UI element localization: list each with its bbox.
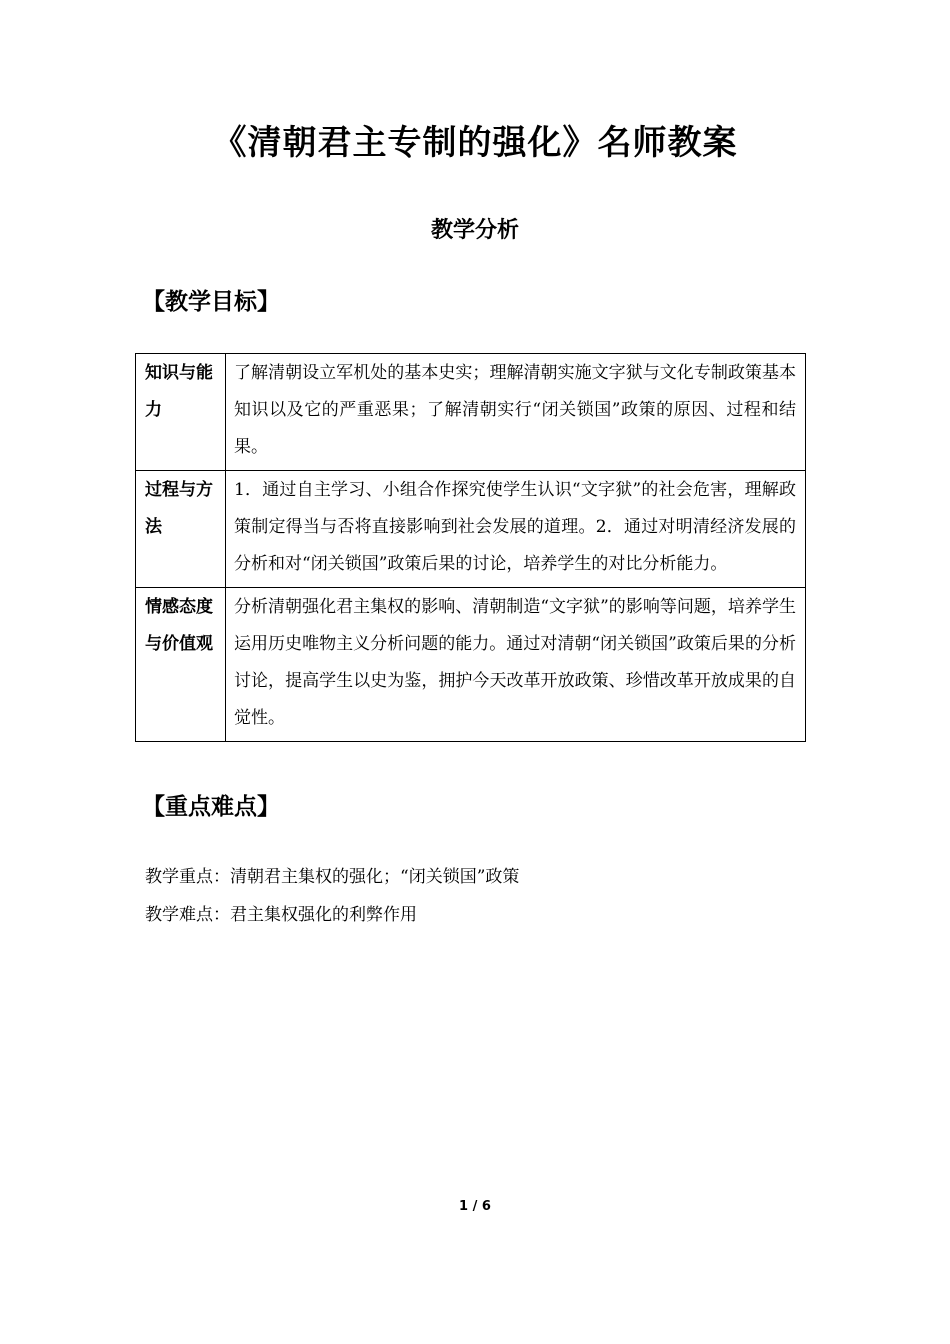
table-row (136, 471, 806, 588)
objectives-table (135, 353, 806, 742)
table-row (136, 588, 806, 742)
row-content-knowledge: 了解清朝设立军机处的基本史实；理解清朝实施文字狱与文化专制政策基本知识以及它的严重恶果；了解清朝实行“闭关锁国”政策的原因、过程和结果。 (226, 354, 806, 471)
page-number: 1 / 6 (459, 1199, 491, 1214)
teaching-focus: 教学重点：清朝君主集权的强化；“闭关锁国”政策 (145, 867, 520, 887)
row-content-process: 1．通过自主学习、小组合作探究使学生认识“文字狱”的社会危害，理解政策制定得当与否将直接影响到社会发展的道理。2．通过对明清经济发展的分析和对“闭关锁国”政策后果的讨论，培养学生的对比分析能力。 (226, 471, 806, 588)
row-label-knowledge: 知识与能力 (136, 354, 226, 471)
row-content-values: 分析清朝强化君主集权的影响、清朝制造“文字狱”的影响等问题，培养学生运用历史唯物主义分析问题的能力。通过对清朝“闭关锁国”政策后果的分析讨论，提高学生以史为鉴，拥护今天改革开放政策、珍惜改革开放成果的自觉性。 (226, 588, 806, 742)
document-subtitle: 教学分析 (430, 218, 519, 243)
row-label-values: 情感态度与价值观 (136, 588, 226, 742)
key-points-heading: 【重点难点】 (142, 794, 280, 820)
table-row (136, 354, 806, 471)
objectives-heading: 【教学目标】 (142, 289, 280, 315)
teaching-difficulty: 教学难点：君主集权强化的利弊作用 (145, 905, 417, 925)
row-label-process: 过程与方法 (136, 471, 226, 588)
document-title: 《清朝君主专制的强化》名师教案 (212, 123, 738, 163)
